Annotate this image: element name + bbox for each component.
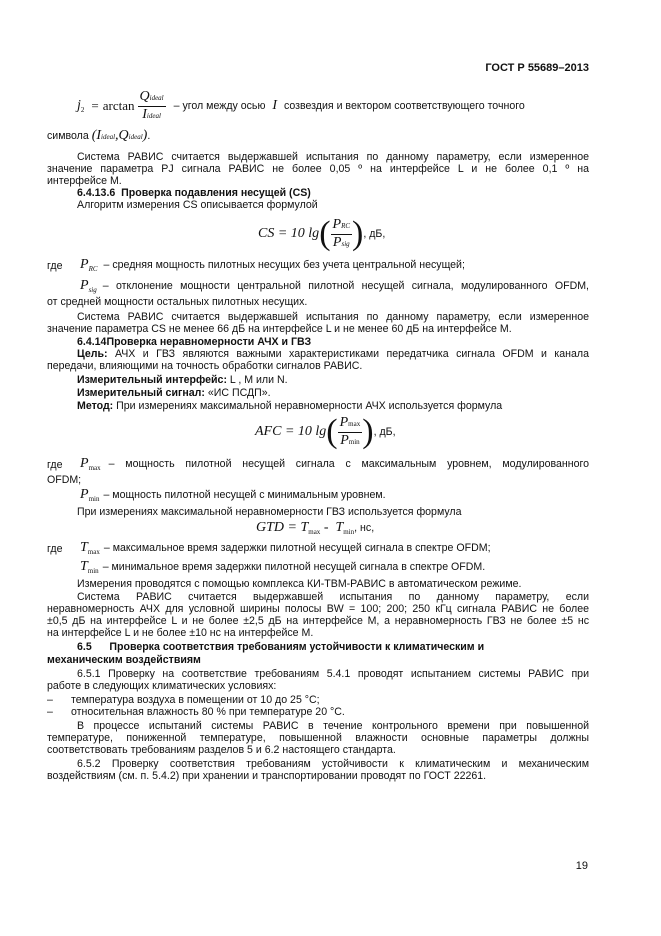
p4-line-4: на интерфейсе L и не более ±10 нс на интерфейсе M. bbox=[47, 627, 314, 639]
where-cs-p2-sym: P bbox=[80, 278, 89, 293]
p1-line-1: Система РАВИС считается выдержавшей испытания по данному параметру, если измеренное bbox=[77, 151, 589, 163]
formula-afc-den-sub: min bbox=[348, 437, 360, 446]
iface-text: L , M или N. bbox=[226, 374, 288, 386]
section-6-4-14-method bbox=[77, 400, 589, 412]
where-gtd-label: где bbox=[47, 543, 63, 555]
signal-text: «ИС ПСДП». bbox=[204, 387, 271, 399]
list-dash: – bbox=[47, 706, 53, 718]
formula-afc-den: P bbox=[340, 432, 349, 448]
p6-line-1: В процессе испытаний системы РАВИС в течение контрольного времени при повышенной bbox=[77, 720, 589, 732]
symbol-line-sub1: ideal bbox=[101, 133, 116, 141]
p4-line-2: неравномерность АЧХ для условной ширины полосы BW = 100; 200; 250 кГц сигнала РАВИС не более bbox=[47, 603, 589, 615]
where-cs-p2 bbox=[80, 278, 589, 294]
formula-afc-num-sub: max bbox=[348, 419, 361, 428]
formula-j2-lhs: j bbox=[77, 98, 81, 113]
where-afc-p1-sub: max bbox=[88, 464, 101, 472]
where-gtd-t1-text: – максимальное время задержки пилотной несущей сигнала в спектре OFDM; bbox=[103, 542, 491, 554]
formula-j2-eq: = bbox=[91, 98, 99, 113]
formula-j2-func: arctan bbox=[102, 98, 135, 113]
where-afc-p2-sym: P bbox=[80, 487, 89, 502]
where-gtd-t1-sub: max bbox=[87, 548, 100, 556]
section-6-4-14-signal bbox=[77, 387, 589, 399]
formula-cs-fraction bbox=[331, 217, 353, 252]
formula-afc-left-paren: ( bbox=[326, 413, 338, 450]
symbol-line-close: ) bbox=[142, 128, 148, 143]
formula-j2-fraction bbox=[138, 89, 166, 124]
p2-line-1: Система РАВИС считается выдержавшей испытания по данному параметру, если измеренное bbox=[77, 311, 589, 323]
formula-gtd-mid: - T bbox=[320, 520, 344, 535]
formula-cs-right-paren: ) bbox=[352, 215, 364, 252]
formula-afc bbox=[255, 412, 396, 452]
where-gtd-t1-sym: T bbox=[80, 540, 88, 555]
where-cs-p2-sub: sig bbox=[88, 286, 97, 294]
where-gtd-t2 bbox=[80, 559, 485, 575]
where-cs-p2-text: – отклонение мощности центральной пилотной несущей сигнала, модулированного OFDM, bbox=[102, 280, 589, 292]
p1-line-3: интерфейсе M. bbox=[47, 175, 122, 187]
formula-j2-den: I bbox=[142, 106, 147, 122]
formula-j2-num-sub: ideal bbox=[149, 93, 164, 102]
section-6-4-14-goal bbox=[77, 348, 589, 360]
where-gtd-t2-sub: min bbox=[87, 567, 99, 575]
where-cs-p1-text: – средняя мощность пилотных несущих без учета центральной несущей; bbox=[103, 259, 465, 271]
list-item-text: относительная влажность 80 % при температуре 20 °С. bbox=[71, 706, 345, 718]
symbol-line bbox=[47, 128, 150, 145]
symbol-line-mid: ,Q bbox=[115, 128, 129, 143]
formula-gtd-sub2: min bbox=[343, 528, 355, 536]
formula-j2-lhs-sub: 2 bbox=[80, 106, 85, 114]
section-6-4-14-iface bbox=[77, 374, 589, 386]
where-afc-p2 bbox=[80, 487, 386, 503]
p5-line-2: работе в следующих климатических условиях: bbox=[47, 680, 277, 692]
where-gtd-t1 bbox=[80, 540, 491, 556]
list-item-text: температура воздуха в помещении от 10 до 25 °С; bbox=[71, 694, 320, 706]
goal-label: Цель: bbox=[77, 348, 108, 360]
formula-j2 bbox=[77, 86, 589, 126]
formula-cs-den: P bbox=[332, 234, 342, 250]
p5-line-1: 6.5.1 Проверку на соответствие требованиям 5.4.1 проводят испытанием системы РАВИС при bbox=[77, 668, 589, 680]
formula-gtd-lhs: GTD = T bbox=[256, 520, 309, 535]
p3: Измерения проводятся с помощью комплекса КИ-ТВМ-РАВИС в автоматическом режиме. bbox=[77, 578, 522, 590]
where-cs-label: где bbox=[47, 260, 63, 272]
formula-afc-num: P bbox=[339, 414, 349, 430]
formula-cs-unit: , дБ, bbox=[363, 228, 386, 240]
section-6-4-13-6-intro: Алгоритм измерения CS описывается формулой bbox=[77, 199, 318, 211]
where-afc-p1 bbox=[80, 456, 589, 472]
formula-gtd-unit: , нс, bbox=[354, 522, 375, 534]
p4-line-3: ±0,5 дБ на интерфейсе L и не более ±2,5 дБ на интерфейсе M, а неравномерность ГВЗ не более ±5 нс bbox=[47, 615, 589, 627]
formula-j2-num: Q bbox=[139, 88, 150, 104]
where-afc-p2-text: – мощность пилотной несущей с минимальным уровнем. bbox=[103, 489, 386, 501]
method-text: При измерениях максимальной неравномерности АЧХ используется формула bbox=[113, 400, 503, 412]
where-cs-p2-cont: от средней мощности остальных пилотных несущих. bbox=[47, 296, 308, 308]
where-afc-label: где bbox=[47, 459, 63, 471]
formula-cs-left-paren: ( bbox=[319, 215, 331, 252]
formula-j2-text-a: – угол между осью bbox=[173, 100, 269, 112]
list-item bbox=[47, 706, 345, 718]
formula-cs-den-sub: sig bbox=[341, 239, 350, 248]
where-cs-p1-sub: RC bbox=[88, 265, 98, 273]
list-item bbox=[47, 694, 320, 706]
symbol-line-end: . bbox=[147, 130, 151, 142]
p2-line-2: значение параметра CS не менее 66 дБ на интерфейсе L и не менее 60 дБ на интерфейсе M. bbox=[47, 323, 512, 335]
formula-j2-axis: I bbox=[272, 98, 278, 113]
symbol-line-sub2: ideal bbox=[128, 133, 143, 141]
where-afc-p1-cont: OFDM; bbox=[47, 474, 82, 486]
gtd-intro: При измерениях максимальной неравномерности ГВЗ используется формула bbox=[77, 506, 462, 518]
p1-line-2: значение параметра PJ сигнала РАВИС не более 0,05 º на интерфейсе L и не более 0,1 º на bbox=[47, 163, 589, 175]
formula-j2-den-sub: ideal bbox=[146, 111, 161, 120]
page-number: 19 bbox=[575, 860, 588, 872]
where-afc-p1-sym: P bbox=[80, 456, 89, 471]
section-6-4-14-goal-cont: передачи, влияющими на точность обработки сигналов РАВИС. bbox=[47, 360, 363, 372]
formula-afc-lhs: AFC = 10 lg bbox=[255, 424, 327, 439]
p4-line-1: Система РАВИС считается выдержавшей испытания по данному параметру, если bbox=[77, 591, 589, 603]
section-6-4-14-heading: 6.4.14Проверка неравномерности АЧХ и ГВЗ bbox=[77, 336, 312, 348]
section-6-4-13-6-heading: 6.4.13.6 Проверка подавления несущей (CS) bbox=[77, 187, 311, 199]
p6-line-2: температуре, пониженной температуре, повышенной влажности основные параметры должны bbox=[47, 732, 589, 744]
where-gtd-t2-text: – минимальное время задержки пилотной несущей сигнала в спектре OFDM. bbox=[102, 561, 486, 573]
formula-gtd-sub1: max bbox=[308, 528, 321, 536]
section-6-5-heading-1: 6.5 Проверка соответствия требованиям устойчивости к климатическим и bbox=[77, 641, 485, 653]
formula-afc-fraction bbox=[338, 415, 363, 450]
goal-text: АЧХ и ГВЗ являются важными характеристиками передатчика сигнала OFDM и канала bbox=[107, 348, 589, 360]
symbol-line-text: символа bbox=[47, 130, 92, 142]
p7-line-1: 6.5.2 Проверку соответствия требованиям устойчивости к климатическим и механическим bbox=[77, 758, 589, 770]
where-cs-p1-sym: P bbox=[80, 257, 89, 272]
iface-label: Измерительный интерфейс: bbox=[77, 374, 227, 386]
formula-afc-unit: , дБ, bbox=[373, 426, 396, 438]
p7-line-2: воздействиям (см. п. 5.4.2) при хранении и транспортировании проводят по ГОСТ 22261. bbox=[47, 770, 487, 782]
method-label: Метод: bbox=[77, 400, 114, 412]
p6-line-3: соответствовать требованиям разделов 5 и 6.2 настоящего стандарта. bbox=[47, 744, 396, 756]
formula-cs-num-sub: RC bbox=[341, 221, 351, 230]
signal-label: Измерительный сигнал: bbox=[77, 387, 205, 399]
formula-cs-lhs: CS = 10 lg bbox=[258, 226, 320, 241]
where-gtd-t2-sym: T bbox=[80, 559, 88, 574]
where-afc-p1-text: – мощность пилотной несущей сигнала с максимальным уровнем, модулированного bbox=[108, 458, 589, 470]
where-cs-p1 bbox=[80, 257, 465, 273]
formula-afc-right-paren: ) bbox=[362, 413, 374, 450]
formula-j2-text-b: созвездия и вектором соответствующего точного bbox=[281, 100, 525, 112]
list-dash: – bbox=[47, 694, 53, 706]
formula-cs-num: P bbox=[332, 216, 342, 232]
formula-gtd bbox=[256, 519, 374, 537]
symbol-line-point: (I bbox=[91, 128, 102, 143]
where-afc-p2-sub: min bbox=[88, 495, 100, 503]
section-6-5-heading-2: механическим воздействиям bbox=[47, 654, 201, 666]
formula-cs bbox=[258, 214, 385, 254]
document-id: ГОСТ Р 55689–2013 bbox=[485, 62, 589, 74]
